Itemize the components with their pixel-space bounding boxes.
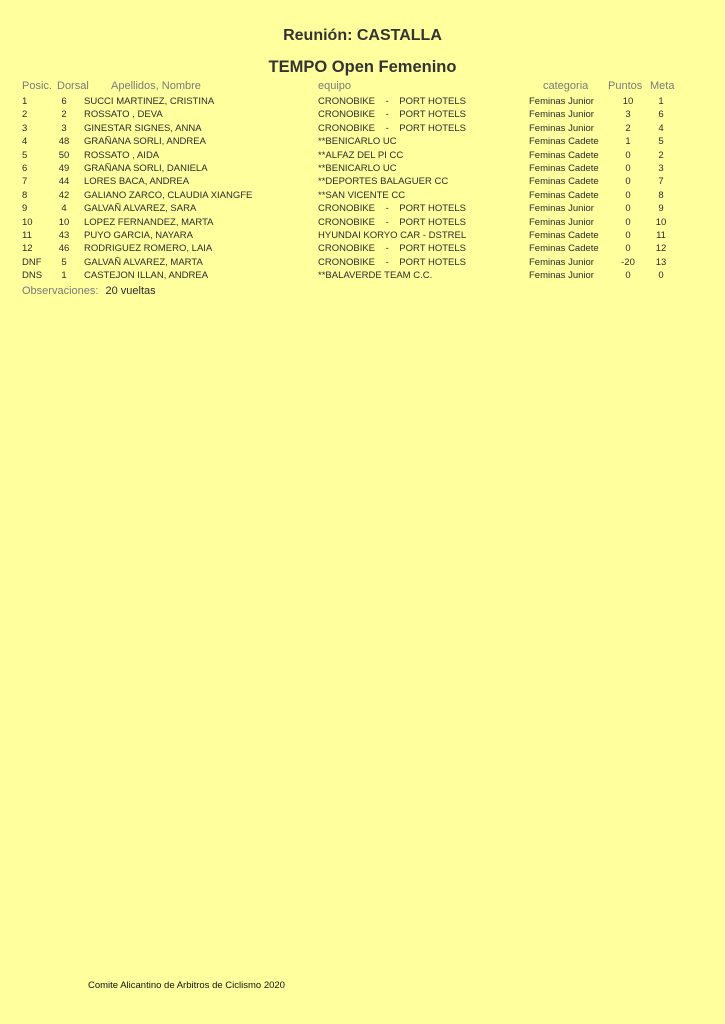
cell-pos: 9 (22, 203, 28, 215)
cell-meta: 9 (658, 203, 664, 215)
cell-name: GALVAÑ ALVAREZ, SARA (84, 203, 197, 215)
cell-meta: 0 (658, 270, 664, 282)
cell-name: GRAÑANA SORLI, DANIELA (84, 162, 208, 174)
cell-pos: DNF (22, 256, 42, 268)
cell-points: 0 (625, 243, 631, 255)
cell-dorsal: 42 (58, 189, 70, 201)
cell-name: SUCCI MARTINEZ, CRISTINA (84, 96, 215, 107)
table-row (0, 203, 725, 216)
cell-category: Feminas Junior (529, 96, 594, 107)
cell-team: **BENICARLO UC (318, 136, 397, 148)
table-row (0, 136, 725, 149)
cell-category: Feminas Cadete (529, 243, 599, 255)
cell-team: CRONOBIKE - PORT HOTELS (318, 122, 466, 134)
cell-pos: 5 (22, 149, 28, 161)
cell-points: 0 (625, 176, 631, 188)
cell-dorsal: 5 (61, 256, 67, 268)
cell-points: -20 (621, 256, 635, 268)
table-row (0, 150, 725, 163)
header-team: equipo (318, 80, 352, 92)
cell-meta: 13 (655, 256, 667, 268)
footer-credit: Comite Alicantino de Arbitros de Ciclismo 2020 (88, 980, 285, 991)
cell-name: ROSSATO , AIDA (84, 149, 160, 161)
observations-label: Observaciones: (22, 285, 99, 297)
cell-meta: 1 (658, 96, 664, 107)
cell-name: ROSSATO , DEVA (84, 109, 163, 121)
cell-meta: 10 (655, 216, 667, 228)
cell-name: RODRIGUEZ ROMERO, LAIA (84, 243, 213, 255)
cell-points: 0 (625, 162, 631, 174)
cell-points: 0 (625, 189, 631, 201)
cell-category: Feminas Cadete (529, 149, 599, 161)
table-row (0, 230, 725, 243)
cell-meta: 7 (658, 176, 664, 188)
cell-dorsal: 10 (58, 216, 70, 228)
cell-pos: DNS (22, 270, 43, 282)
header-posic: Posic. (22, 80, 52, 92)
cell-points: 1 (625, 136, 631, 148)
cell-category: Feminas Cadete (529, 229, 599, 241)
cell-category: Feminas Junior (529, 270, 594, 282)
cell-points: 0 (625, 203, 631, 215)
cell-dorsal: 44 (58, 176, 70, 188)
cell-meta: 5 (658, 136, 664, 148)
header-category: categoria (543, 80, 589, 92)
cell-pos: 3 (22, 122, 28, 134)
cell-dorsal: 3 (61, 122, 67, 134)
table-row (0, 163, 725, 176)
results-table (0, 96, 725, 283)
cell-pos: 10 (22, 216, 33, 228)
header-points: Puntos (608, 80, 643, 92)
cell-pos: 6 (22, 162, 28, 174)
cell-meta: 8 (658, 189, 664, 201)
cell-team: CRONOBIKE - PORT HOTELS (318, 216, 466, 228)
table-row (0, 123, 725, 136)
cell-meta: 2 (658, 149, 664, 161)
cell-pos: 7 (22, 176, 28, 188)
cell-meta: 4 (658, 122, 664, 134)
cell-category: Feminas Cadete (529, 189, 599, 201)
table-row (0, 270, 725, 283)
cell-pos: 11 (22, 229, 32, 241)
cell-points: 0 (625, 270, 631, 282)
cell-category: Feminas Junior (529, 203, 594, 215)
cell-name: LOPEZ FERNANDEZ, MARTA (84, 216, 214, 228)
cell-category: Feminas Cadete (529, 136, 599, 148)
race-title: TEMPO Open Femenino (268, 58, 457, 76)
cell-team: CRONOBIKE - PORT HOTELS (318, 96, 466, 107)
cell-name: GALVAÑ ALVAREZ, MARTA (84, 256, 203, 268)
cell-points: 2 (625, 122, 631, 134)
cell-pos: 8 (22, 189, 28, 201)
cell-points: 0 (625, 216, 631, 228)
observations (22, 285, 156, 297)
cell-dorsal: 2 (61, 109, 67, 121)
cell-category: Feminas Junior (529, 216, 594, 228)
cell-dorsal: 48 (58, 136, 70, 148)
cell-meta: 3 (658, 162, 664, 174)
cell-pos: 12 (22, 243, 33, 255)
cell-category: Feminas Cadete (529, 162, 599, 174)
cell-team: CRONOBIKE - PORT HOTELS (318, 109, 466, 121)
meeting-title: Reunión: CASTALLA (283, 27, 442, 44)
cell-points: 3 (625, 109, 631, 121)
header-meta: Meta (650, 80, 675, 92)
cell-meta: 11 (656, 229, 666, 241)
cell-dorsal: 49 (58, 162, 70, 174)
header-name: Apellidos, Nombre (111, 80, 201, 92)
cell-points: 10 (622, 96, 634, 107)
cell-team: HYUNDAI KORYO CAR - DSTREL (318, 229, 467, 241)
cell-pos: 4 (22, 136, 28, 148)
cell-name: GINESTAR SIGNES, ANNA (84, 122, 202, 134)
cell-category: Feminas Junior (529, 256, 594, 268)
cell-pos: 2 (22, 109, 28, 121)
cell-pos: 1 (22, 96, 28, 107)
table-row (0, 96, 725, 109)
cell-meta: 6 (658, 109, 664, 121)
table-row (0, 257, 725, 270)
cell-dorsal: 50 (58, 149, 70, 161)
cell-team: **BENICARLO UC (318, 162, 397, 174)
cell-name: LORES BACA, ANDREA (84, 176, 190, 188)
header-dorsal: Dorsal (57, 80, 89, 92)
cell-dorsal: 46 (58, 243, 70, 255)
cell-name: GRAÑANA SORLI, ANDREA (84, 136, 206, 148)
cell-team: CRONOBIKE - PORT HOTELS (318, 243, 466, 255)
cell-name: GALIANO ZARCO, CLAUDIA XIANGFE (84, 189, 253, 201)
cell-meta: 12 (655, 243, 667, 255)
cell-dorsal: 6 (61, 96, 67, 107)
cell-team: CRONOBIKE - PORT HOTELS (318, 256, 466, 268)
cell-category: Feminas Junior (529, 122, 594, 134)
cell-team: **BALAVERDE TEAM C.C. (318, 270, 433, 282)
table-row (0, 176, 725, 189)
cell-category: Feminas Cadete (529, 176, 599, 188)
cell-dorsal: 43 (58, 229, 70, 241)
cell-team: **SAN VICENTE CC (318, 189, 406, 201)
cell-category: Feminas Junior (529, 109, 594, 121)
observations-value: 20 vueltas (105, 285, 156, 297)
cell-team: **ALFAZ DEL PI CC (318, 149, 404, 161)
cell-dorsal: 1 (61, 270, 67, 282)
table-row (0, 217, 725, 230)
cell-team: **DEPORTES BALAGUER CC (318, 176, 449, 188)
cell-name: CASTEJON ILLAN, ANDREA (84, 270, 209, 282)
cell-points: 0 (625, 229, 631, 241)
table-row (0, 243, 725, 256)
table-row (0, 190, 725, 203)
cell-points: 0 (625, 149, 631, 161)
table-row (0, 109, 725, 122)
cell-name: PUYO GARCIA, NAYARA (84, 229, 193, 241)
cell-dorsal: 4 (61, 203, 67, 215)
cell-team: CRONOBIKE - PORT HOTELS (318, 203, 466, 215)
